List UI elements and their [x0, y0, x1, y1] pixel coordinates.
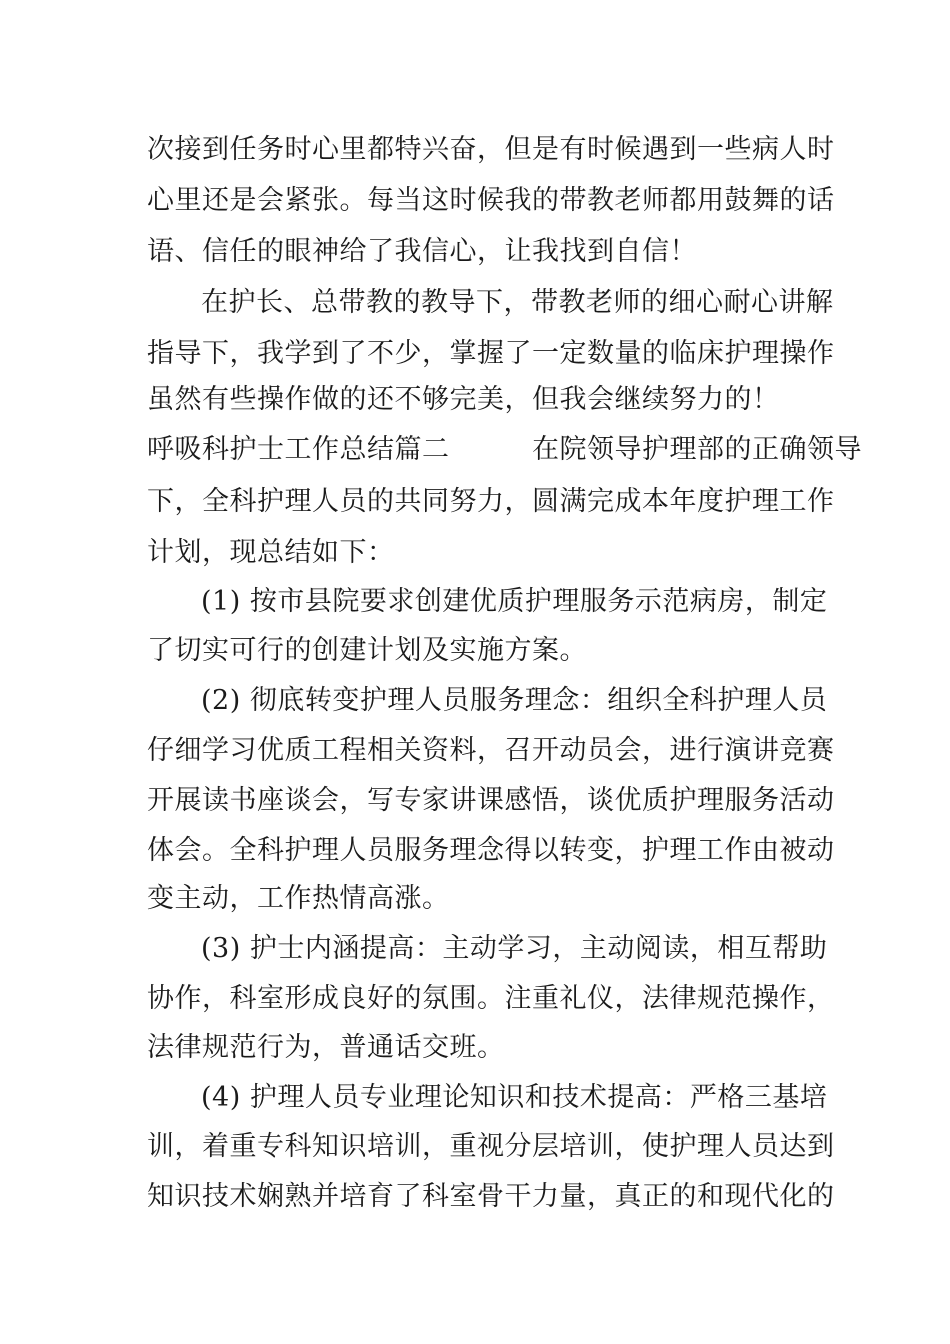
text-line: 下，全科护理人员的共同努力，圆满完成本年度护理工作: [147, 486, 835, 517]
text-line: 开展读书座谈会，写专家讲课感悟，谈优质护理服务活动: [147, 785, 835, 816]
text-line: 次接到任务时心里都特兴奋，但是有时候遇到一些病人时: [147, 134, 835, 165]
list-item-line: (2) 彻底转变护理人员服务理念：组织全科护理人员: [201, 685, 828, 716]
text-line: 法律规范行为，普通话交班。: [147, 1032, 505, 1063]
text-line: 虽然有些操作做的还不够完美，但我会继续努力的！: [147, 384, 780, 415]
list-item-line: (4) 护理人员专业理论知识和技术提高：严格三基培: [201, 1082, 828, 1113]
text-line: 指导下，我学到了不少，掌握了一定数量的临床护理操作: [147, 338, 835, 369]
text-line: 训，着重专科知识培训，重视分层培训，使护理人员达到: [147, 1131, 835, 1162]
list-item-line: (3) 护士内涵提高：主动学习，主动阅读，相互帮助: [201, 933, 828, 964]
text-line: 心里还是会紧张。每当这时候我的带教老师都用鼓舞的话: [147, 185, 835, 216]
text-line: 语、信任的眼神给了我信心，让我找到自信！: [147, 236, 697, 267]
text-line: 了切实可行的创建计划及实施方案。: [147, 635, 587, 666]
list-item-line: (1) 按市县院要求创建优质护理服务示范病房，制定: [201, 586, 828, 617]
text-line: 协作，科室形成良好的氛围。注重礼仪，法律规范操作，: [147, 983, 835, 1014]
text-line: 体会。全科护理人员服务理念得以转变，护理工作由被动: [147, 835, 835, 866]
text-line: 仔细学习优质工程相关资料，召开动员会，进行演讲竞赛: [147, 735, 835, 766]
text-line: 计划，现总结如下：: [147, 537, 395, 568]
text-line: 在护长、总带教的教导下，带教老师的细心耐心讲解: [201, 287, 834, 318]
text-line: 知识技术娴熟并培育了科室骨干力量，真正的和现代化的: [147, 1181, 835, 1212]
section-heading-line: 呼吸科护士工作总结篇二 在院领导护理部的正确领导: [147, 434, 862, 465]
text-line: 变主动，工作热情高涨。: [147, 883, 450, 914]
